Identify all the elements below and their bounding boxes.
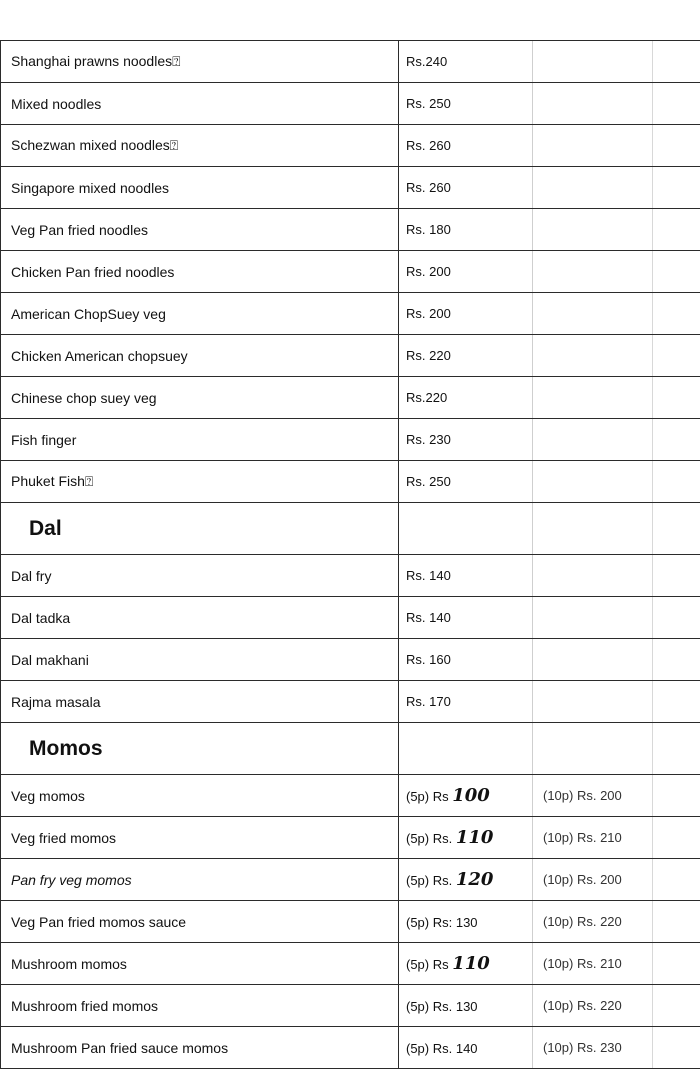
empty-cell bbox=[653, 377, 700, 419]
item-price-5p bbox=[399, 817, 533, 859]
item-price-10p: (10p) Rs. 220 bbox=[533, 901, 653, 943]
item-name: Veg fried momos bbox=[1, 817, 399, 859]
item-price: Rs. 200 bbox=[399, 251, 533, 293]
item-price: Rs.220 bbox=[399, 377, 533, 419]
item-price: Rs. 250 bbox=[399, 461, 533, 503]
item-name: Mixed noodles bbox=[1, 83, 399, 125]
empty-cell bbox=[653, 555, 700, 597]
menu-row bbox=[1, 943, 700, 985]
empty-cell bbox=[399, 503, 533, 555]
section-title-momos: Momos bbox=[11, 737, 103, 761]
item-price: Rs. 200 bbox=[399, 293, 533, 335]
empty-cell bbox=[653, 859, 700, 901]
price-5p-label: (5p) Rs. 140 bbox=[406, 1041, 478, 1056]
item-name: Mushroom Pan fried sauce momos bbox=[1, 1027, 399, 1069]
menu-row bbox=[1, 817, 700, 859]
menu-row bbox=[1, 377, 700, 419]
empty-cell bbox=[653, 1027, 700, 1069]
menu-row bbox=[1, 985, 700, 1027]
menu-row bbox=[1, 167, 700, 209]
item-price: Rs. 260 bbox=[399, 167, 533, 209]
menu-row bbox=[1, 419, 700, 461]
section-header-cell bbox=[1, 723, 399, 775]
menu-row bbox=[1, 555, 700, 597]
price-5p-label: (5p) Rs. bbox=[406, 831, 452, 846]
empty-cell bbox=[653, 503, 700, 555]
empty-cell bbox=[653, 125, 700, 167]
menu-row bbox=[1, 681, 700, 723]
empty-cell bbox=[653, 419, 700, 461]
item-name: American ChopSuey veg bbox=[1, 293, 399, 335]
empty-cell bbox=[653, 167, 700, 209]
empty-cell bbox=[533, 461, 653, 503]
item-price-5p bbox=[399, 943, 533, 985]
menu-row bbox=[1, 335, 700, 377]
item-price-10p: (10p) Rs. 230 bbox=[533, 1027, 653, 1069]
item-name: Fish finger bbox=[1, 419, 399, 461]
handwritten-price: 100 bbox=[452, 785, 490, 806]
item-price: Rs. 260 bbox=[399, 125, 533, 167]
item-price: Rs. 230 bbox=[399, 419, 533, 461]
item-price-5p bbox=[399, 985, 533, 1027]
item-price-5p bbox=[399, 901, 533, 943]
item-price-10p: (10p) Rs. 210 bbox=[533, 817, 653, 859]
menu-row bbox=[1, 901, 700, 943]
section-header-cell bbox=[1, 503, 399, 555]
item-name: Mushroom fried momos bbox=[1, 985, 399, 1027]
item-price: Rs. 180 bbox=[399, 209, 533, 251]
item-name: Rajma masala bbox=[1, 681, 399, 723]
menu-row bbox=[1, 83, 700, 125]
handwritten-price: 110 bbox=[452, 953, 490, 974]
price-5p-label: (5p) Rs bbox=[406, 789, 449, 804]
item-name: Veg Pan fried momos sauce bbox=[1, 901, 399, 943]
empty-cell bbox=[533, 209, 653, 251]
item-name: Veg Pan fried noodles bbox=[1, 209, 399, 251]
item-price-10p: (10p) Rs. 220 bbox=[533, 985, 653, 1027]
empty-cell bbox=[533, 335, 653, 377]
item-price: Rs. 250 bbox=[399, 83, 533, 125]
item-name: Shanghai prawns noodles⍰ bbox=[1, 41, 399, 83]
empty-cell bbox=[653, 639, 700, 681]
section-title-dal: Dal bbox=[11, 517, 62, 541]
menu-table bbox=[0, 40, 700, 1069]
menu-row bbox=[1, 293, 700, 335]
section-header-row bbox=[1, 503, 700, 555]
menu-row bbox=[1, 251, 700, 293]
section-header-row bbox=[1, 723, 700, 775]
empty-cell bbox=[653, 209, 700, 251]
empty-cell bbox=[653, 597, 700, 639]
item-price: Rs.240 bbox=[399, 41, 533, 83]
price-5p-label: (5p) Rs bbox=[406, 957, 449, 972]
menu-row bbox=[1, 125, 700, 167]
menu-row bbox=[1, 859, 700, 901]
empty-cell bbox=[653, 943, 700, 985]
empty-cell bbox=[533, 83, 653, 125]
item-price-10p: (10p) Rs. 200 bbox=[533, 775, 653, 817]
empty-cell bbox=[533, 419, 653, 461]
empty-cell bbox=[533, 293, 653, 335]
item-price: Rs. 140 bbox=[399, 597, 533, 639]
empty-cell bbox=[653, 335, 700, 377]
empty-cell bbox=[653, 775, 700, 817]
price-5p-label: (5p) Rs: 130 bbox=[406, 915, 478, 930]
empty-cell bbox=[653, 723, 700, 775]
item-price: Rs. 170 bbox=[399, 681, 533, 723]
empty-cell bbox=[653, 985, 700, 1027]
handwritten-price: 120 bbox=[456, 869, 494, 890]
item-name: Phuket Fish⍰ bbox=[1, 461, 399, 503]
item-price-10p: (10p) Rs. 210 bbox=[533, 943, 653, 985]
empty-cell bbox=[533, 639, 653, 681]
item-name: Dal makhani bbox=[1, 639, 399, 681]
empty-cell bbox=[533, 251, 653, 293]
empty-cell bbox=[533, 377, 653, 419]
empty-cell bbox=[653, 901, 700, 943]
empty-cell bbox=[533, 681, 653, 723]
empty-cell bbox=[653, 681, 700, 723]
item-name: Pan fry veg momos bbox=[1, 859, 399, 901]
empty-cell bbox=[533, 597, 653, 639]
empty-cell bbox=[533, 41, 653, 83]
item-name: Mushroom momos bbox=[1, 943, 399, 985]
menu-row bbox=[1, 41, 700, 83]
menu-row bbox=[1, 1027, 700, 1069]
item-name: Singapore mixed noodles bbox=[1, 167, 399, 209]
menu-row bbox=[1, 209, 700, 251]
item-name: Schezwan mixed noodles⍰ bbox=[1, 125, 399, 167]
handwritten-price: 110 bbox=[456, 827, 494, 848]
item-price-10p: (10p) Rs. 200 bbox=[533, 859, 653, 901]
empty-cell bbox=[653, 251, 700, 293]
item-price: Rs. 220 bbox=[399, 335, 533, 377]
empty-cell bbox=[653, 461, 700, 503]
empty-cell bbox=[653, 83, 700, 125]
item-price-5p bbox=[399, 1027, 533, 1069]
empty-cell bbox=[533, 723, 653, 775]
item-name: Dal fry bbox=[1, 555, 399, 597]
empty-cell bbox=[533, 503, 653, 555]
empty-cell bbox=[533, 555, 653, 597]
item-name: Chinese chop suey veg bbox=[1, 377, 399, 419]
item-name: Veg momos bbox=[1, 775, 399, 817]
item-price: Rs. 160 bbox=[399, 639, 533, 681]
menu-row bbox=[1, 597, 700, 639]
empty-cell bbox=[533, 167, 653, 209]
price-5p-label: (5p) Rs. 130 bbox=[406, 999, 478, 1014]
menu-row bbox=[1, 639, 700, 681]
item-name: Chicken American chopsuey bbox=[1, 335, 399, 377]
item-name: Chicken Pan fried noodles bbox=[1, 251, 399, 293]
empty-cell bbox=[399, 723, 533, 775]
menu-row bbox=[1, 461, 700, 503]
menu-row bbox=[1, 775, 700, 817]
item-price: Rs. 140 bbox=[399, 555, 533, 597]
empty-cell bbox=[653, 41, 700, 83]
empty-cell bbox=[653, 817, 700, 859]
item-name: Dal tadka bbox=[1, 597, 399, 639]
price-5p-label: (5p) Rs. bbox=[406, 873, 452, 888]
item-price-5p bbox=[399, 775, 533, 817]
item-price-5p bbox=[399, 859, 533, 901]
empty-cell bbox=[533, 125, 653, 167]
empty-cell bbox=[653, 293, 700, 335]
